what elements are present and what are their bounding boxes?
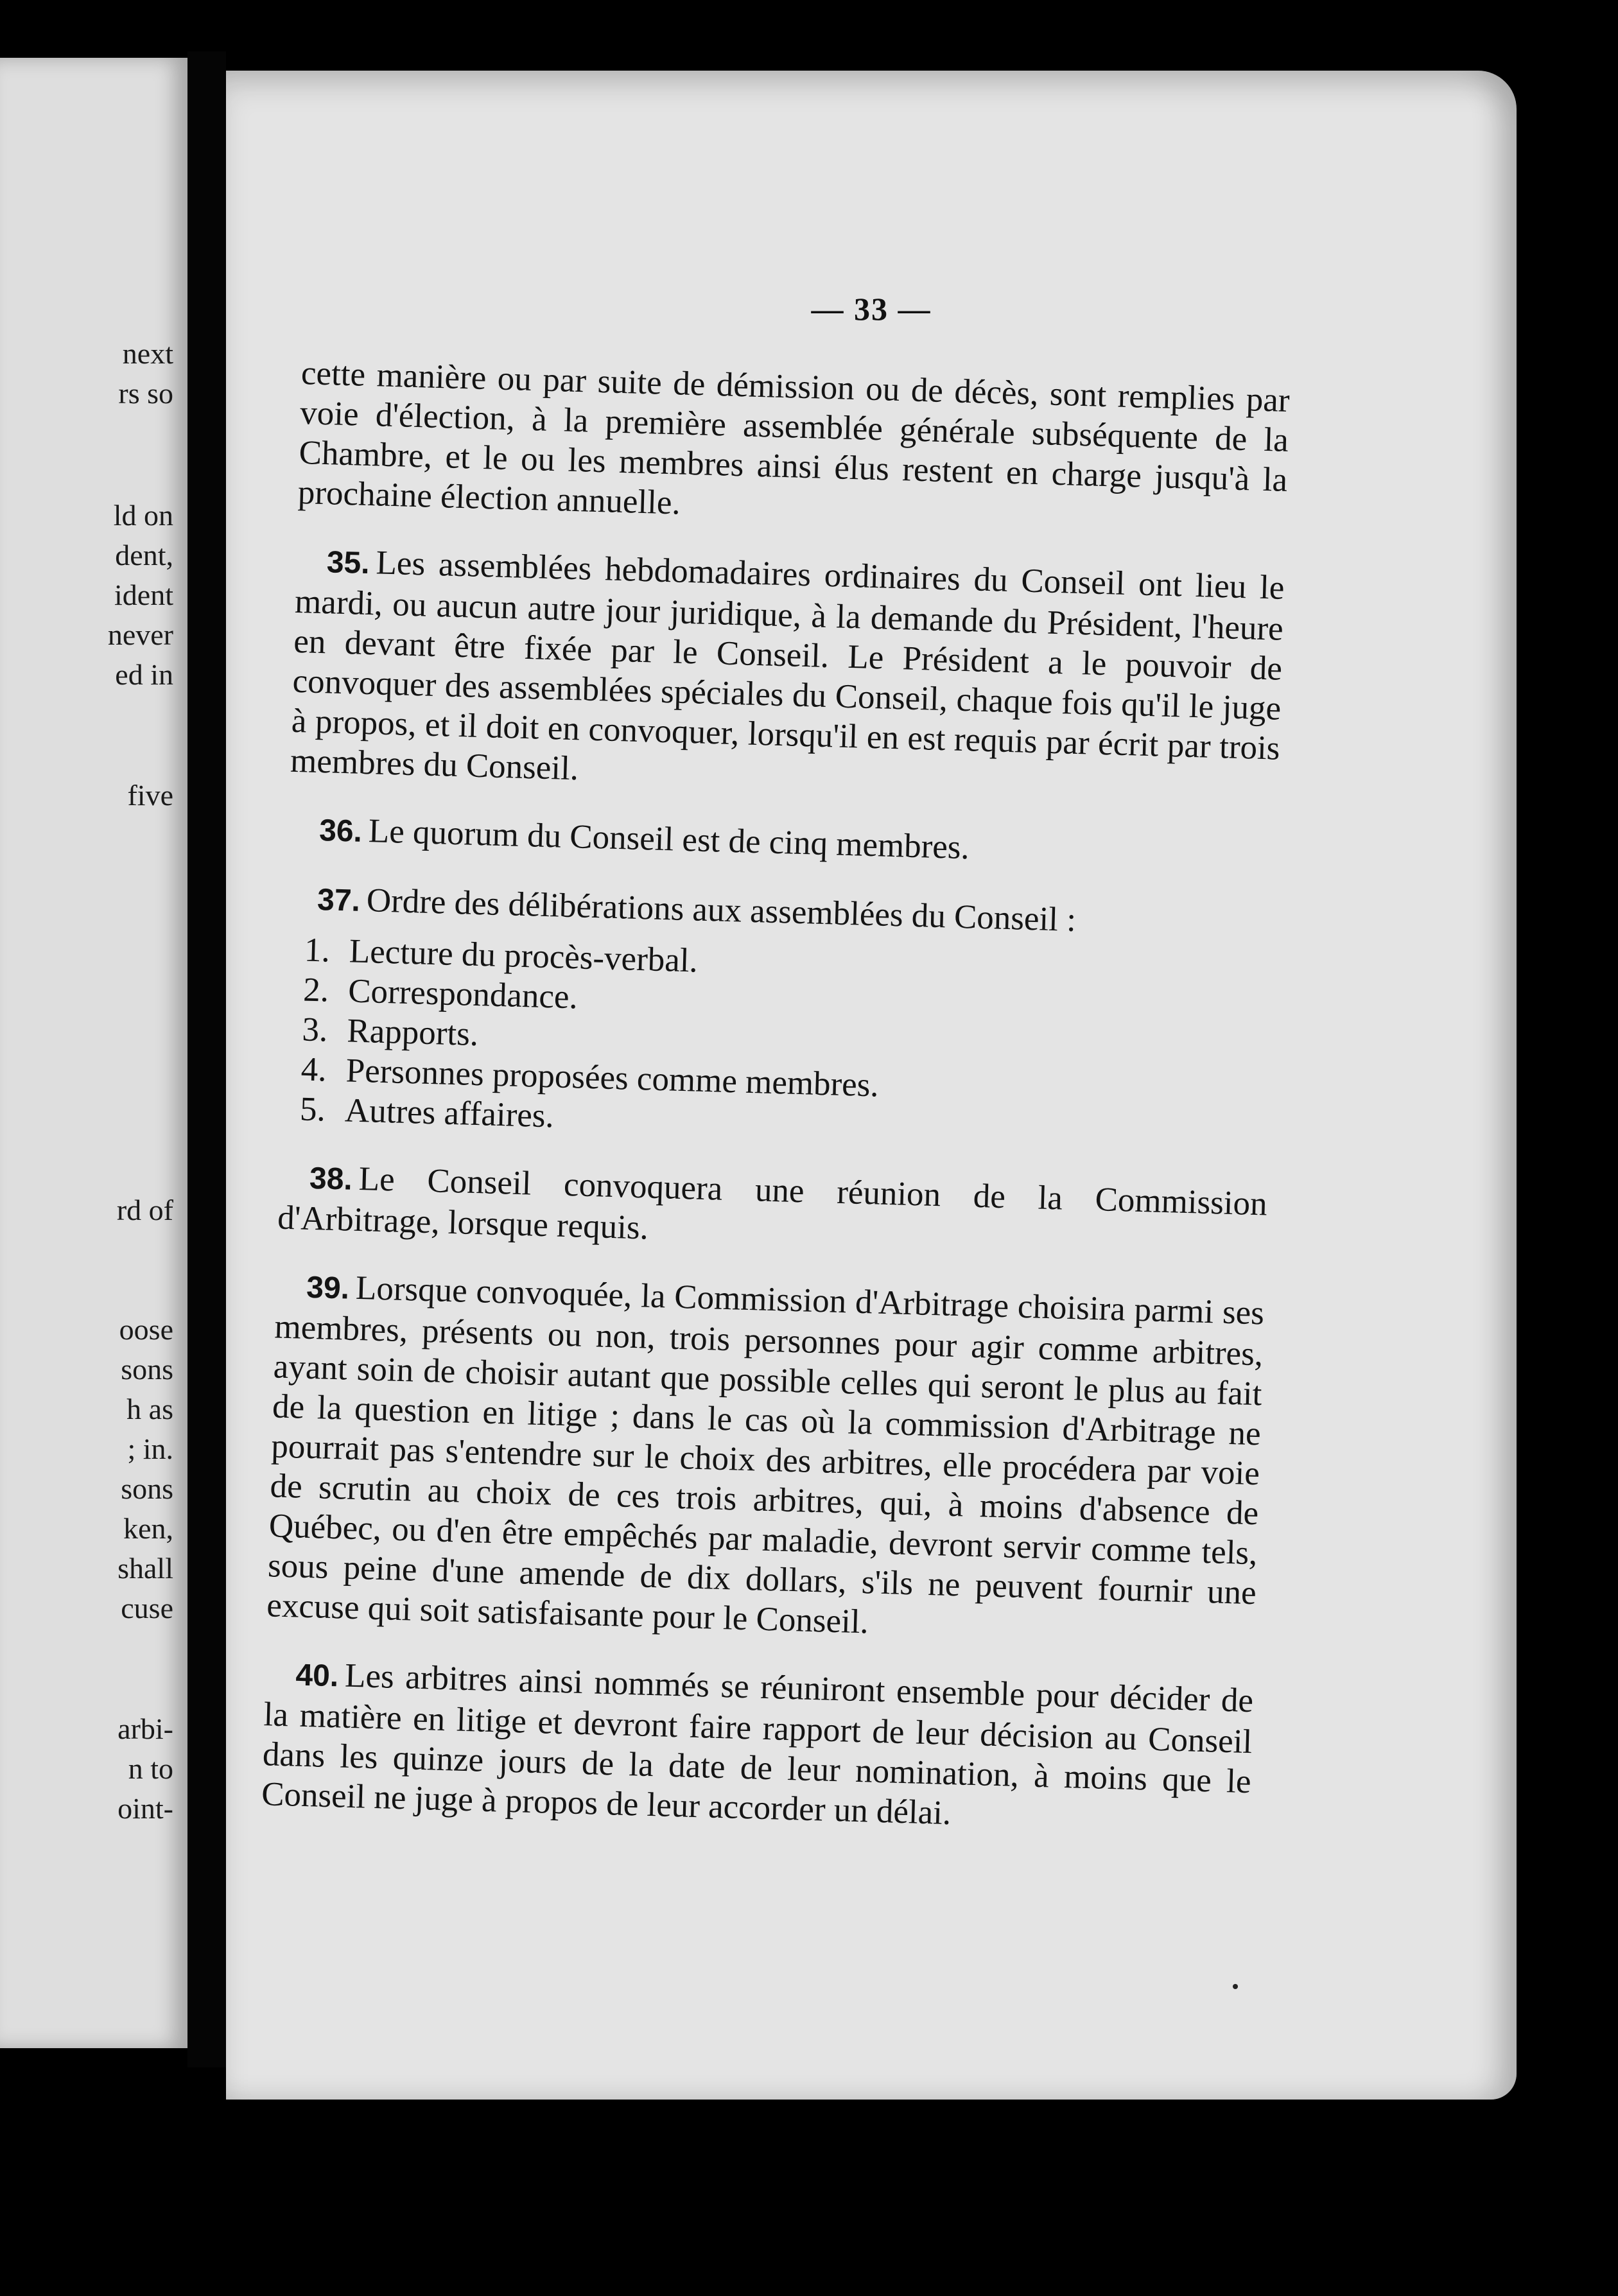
list-item-number: 2. — [302, 971, 329, 1009]
section-number: 38. — [309, 1161, 353, 1197]
left-page-fragment: never — [107, 618, 173, 651]
list-item-number: 4. — [300, 1050, 327, 1089]
section-35 — [290, 541, 1285, 808]
left-page-fragment: ed in — [115, 658, 173, 691]
left-page-fragment: ident — [114, 578, 173, 611]
list-item-number: 3. — [301, 1011, 329, 1049]
list-item-text: Rapports. — [346, 1012, 479, 1054]
left-page-fragment: shall — [117, 1552, 173, 1585]
print-speck — [1233, 1984, 1238, 1989]
list-item-number: 1. — [304, 931, 331, 970]
left-page — [0, 58, 187, 2048]
left-page-fragment: oint- — [117, 1792, 173, 1825]
order-of-business-list — [299, 930, 1274, 1156]
left-page-fragment: ld on — [113, 499, 173, 532]
list-item-text: Lecture du procès-verbal. — [349, 932, 699, 980]
section-number: 40. — [295, 1658, 339, 1694]
section-number: 36. — [318, 813, 363, 849]
section-number: 37. — [317, 883, 361, 918]
section-text: Les assemblées hebdomadaires ordinaires du Conseil ont lieu le mardi, ou aucun autre jour juridique, à la demande du Président, l'heure en devant être fixée par le Conseil. Le Président a le pouvoir de convoquer des assemblées spéciales du Conseil, chaque fois qu'il le juge à propos, et il doit en convoquer, lorsqu'il en est requis par écrit par trois membres du Conseil. — [290, 544, 1285, 788]
left-page-fragment: arbi- — [117, 1712, 173, 1745]
list-item-text: Personnes proposées comme membres. — [345, 1052, 880, 1104]
left-page-fragment: rs so — [118, 377, 173, 410]
section-text: Le Conseil convoquera une réunion de la Commission d'Arbitrage, lorsque requis. — [277, 1160, 1268, 1247]
left-page-fragment: five — [127, 779, 173, 812]
left-page-fragment: n to — [128, 1752, 173, 1785]
left-page-fragment: oose — [119, 1313, 173, 1346]
section-text: Ordre des délibérations aux assemblées du Conseil : — [366, 882, 1077, 939]
left-page-fragment: ken, — [123, 1512, 173, 1545]
page-number: — 33 — — [811, 291, 932, 327]
left-page-fragment: sons — [121, 1472, 173, 1505]
section-36 — [288, 809, 1277, 878]
list-item-number: 5. — [299, 1090, 326, 1129]
list-item-text: Autres affaires. — [344, 1091, 555, 1135]
section-text: Le quorum du Conseil est de cinq membres. — [368, 812, 970, 867]
section-38 — [277, 1157, 1268, 1265]
page-body — [260, 353, 1290, 1870]
section-number: 39. — [306, 1270, 350, 1306]
left-page-fragment: h as — [126, 1393, 173, 1425]
section-40 — [261, 1653, 1253, 1841]
opening-paragraph: cette manière ou par suite de démission ou de décès, sont remplies par voie d'élection, à la première assemblée générale subséquente de la Chambre, et le ou les membres ainsi élus restent en charge jusqu'à la prochaine élection annuelle. — [297, 354, 1291, 522]
left-page-fragment: ; in. — [127, 1432, 173, 1465]
section-text: Les arbitres ainsi nommés se réuniront ensemble pour décider de la matière en litige et devront faire rapport de leur décision au Conseil dans les quinze jours de la date de leur nomination, à moins que le Conseil ne juge à propos de leur accorder un délai. — [261, 1657, 1254, 1832]
book-gutter — [187, 51, 226, 2067]
list-item-text: Correspondance. — [347, 972, 578, 1016]
section-39 — [266, 1265, 1265, 1653]
left-page-fragment: rd of — [116, 1194, 173, 1226]
left-page-fragment: next — [122, 337, 173, 370]
section-number: 35. — [326, 545, 370, 581]
right-page — [226, 71, 1517, 2100]
section-text: Lorsque convoquée, la Commission d'Arbitrage choisira parmi ses membres, présents ou non, trois personnes pour agir comme arbitres, ayant soin de choisir autant que possible celles qui seront le plus au fait de la question en litige ; dans le cas où la commission d'Arbitrage ne pourrait pas s'entendre sur le choix des arbitres, elle procédera par voie de scrutin au choix de ces trois arbitres, qui, à moins d'absence de Québec, ou d'en être empêchés par maladie, devront servir comme tels, sous peine d'une amende de dix dollars, s'ils ne peuvent fournir une excuse qui soit satisfaisante pour le Conseil. — [266, 1269, 1265, 1641]
left-page-fragment: sons — [121, 1353, 173, 1386]
left-page-fragment: cuse — [121, 1592, 173, 1624]
left-page-fragment: dent, — [115, 539, 173, 571]
